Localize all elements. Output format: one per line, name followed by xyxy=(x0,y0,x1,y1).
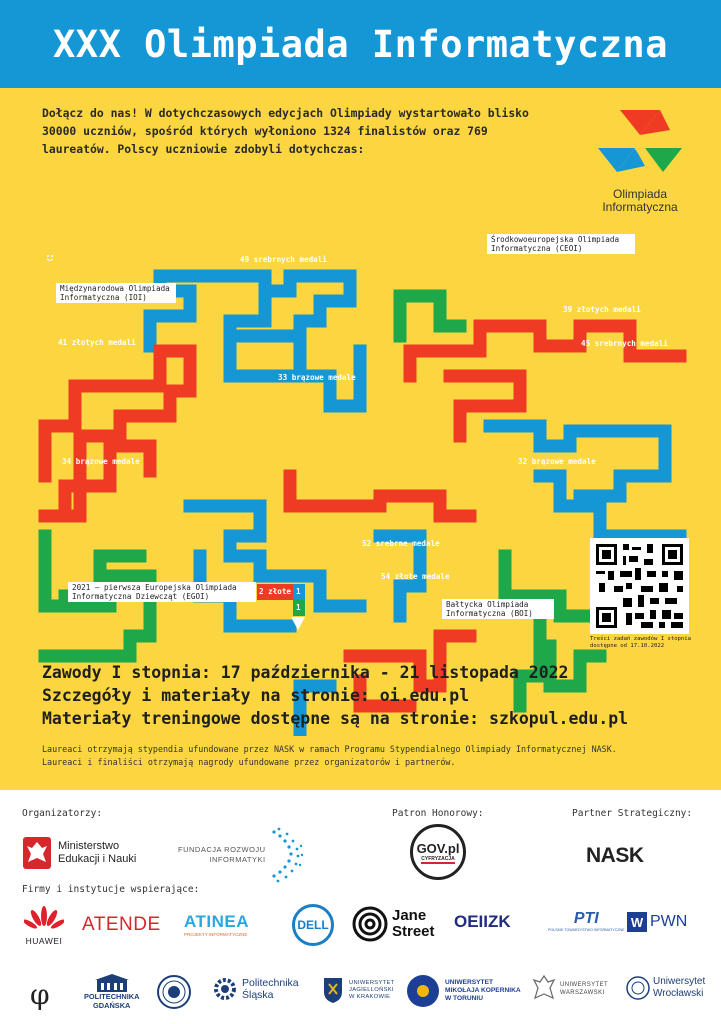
uwr-line1: Uniwersytet xyxy=(653,976,706,987)
fri-line2: INFORMATYKI xyxy=(209,855,266,864)
uwr-logo[interactable] xyxy=(626,976,705,1000)
poster-title: XXX Olimpiada Informatyczna xyxy=(53,22,668,66)
info-dates: Zawody I stopnia: 17 października - 21 listopada 2022 xyxy=(42,663,569,682)
poster-body xyxy=(0,88,721,790)
info-training: Materiały treningowe dostępne są na stronie: szkopul.edu.pl xyxy=(42,709,629,728)
gov-text: GOV.pl xyxy=(416,840,460,856)
atinea-text: ATINEA xyxy=(184,912,250,931)
uj-line3: W KRAKOWIE xyxy=(349,993,391,1000)
huawei-text: HUAWEI xyxy=(25,936,63,946)
uj-crest-icon xyxy=(322,976,344,1004)
boi-gold-medals: 54 złote medale xyxy=(381,572,450,581)
ps-line2: Śląska xyxy=(242,989,274,1001)
men-logo[interactable] xyxy=(22,836,136,870)
uwr-line2: Wrocławski xyxy=(653,988,704,999)
gov-logo[interactable] xyxy=(410,824,466,880)
boi-silver-medals: 52 srebrne medale xyxy=(362,539,440,548)
bronze-medals-left: 34 brązowe medale xyxy=(62,457,140,466)
ps-line1: Politechnika xyxy=(242,977,299,989)
gov-sub: CYFRYZACJA xyxy=(421,855,455,862)
organizers-title: Organizatorzy: xyxy=(22,808,103,819)
ioi-gold-medals: 41 złotych medali xyxy=(58,338,136,347)
umk-line2: MIKOŁAJA KOPERNIKA xyxy=(445,987,521,994)
university-seal-icon xyxy=(156,974,192,1010)
poster-header xyxy=(0,0,721,88)
dell-text: DELL xyxy=(292,904,334,946)
dell-logo[interactable] xyxy=(292,904,334,946)
uw-line2: WARSZAWSKI xyxy=(560,990,605,996)
medal-maze xyxy=(0,176,721,736)
pb-logo[interactable] xyxy=(26,976,58,1012)
uj-line1: UNIWERSYTET xyxy=(349,979,395,986)
uj-logo[interactable] xyxy=(322,976,395,1004)
logo-line2: Informatyczna xyxy=(602,200,678,214)
pwn-icon: W xyxy=(627,912,647,932)
pwn-logo[interactable] xyxy=(627,912,687,932)
footnote-line2: Laureaci i finaliści otrzymają nagrody ufundowane przez organizatorów i partnerów. xyxy=(42,757,456,767)
ceoi-bronze-medals: 32 brązowe medale xyxy=(518,457,596,466)
pwn-text: PWN xyxy=(650,913,688,930)
qr-note: Treści zadań zawodów I stopnia dostępne od 17.10.2022 xyxy=(590,636,692,649)
uw-line1: UNIWERSYTET xyxy=(560,982,609,988)
qr-code[interactable] xyxy=(590,538,689,634)
upwr-seal-logo[interactable] xyxy=(156,974,192,1010)
jane-street-rings-icon xyxy=(352,906,388,942)
umk-line1: UNIWERSYTET xyxy=(445,979,493,986)
patron-title: Patron Honorowy: xyxy=(392,808,484,819)
umk-line3: W TORUNIU xyxy=(445,995,483,1002)
ioi-label: Międzynarodowa Olimpiada Informatyczna (IOI) xyxy=(56,283,176,303)
pg-logo[interactable] xyxy=(84,974,139,1010)
street-text: Street xyxy=(392,923,435,940)
men-line2: Edukacji i Nauki xyxy=(58,853,137,865)
partner-title: Partner Strategiczny: xyxy=(572,808,693,819)
gear-icon xyxy=(212,976,238,1002)
jane-street-logo[interactable] xyxy=(352,906,435,942)
egoi-gold-medals: 2 złote xyxy=(259,587,292,596)
pg-line2: GDAŃSKA xyxy=(93,1001,131,1010)
boi-label: Bałtycka Olimpiada Informatyczna (BOI) xyxy=(442,599,554,619)
atinea-logo[interactable] xyxy=(184,912,249,937)
fri-line1: FUNDACJA ROZWOJU xyxy=(178,845,266,854)
atende-logo[interactable]: ATENDE xyxy=(82,914,161,935)
umk-logo[interactable] xyxy=(406,974,521,1008)
umk-sun-icon xyxy=(406,974,440,1008)
qr-code-icon xyxy=(590,538,689,634)
oeiizk-logo[interactable]: OEIIZK xyxy=(454,912,511,931)
ceoi-label: Środkowoeuropejska Olimpiada Informatyczna (CEOI) xyxy=(487,234,635,254)
huawei-logo[interactable] xyxy=(24,906,64,946)
atinea-sub: PROJEKTY INFORMATYCZNE xyxy=(184,932,248,937)
pti-logo[interactable] xyxy=(548,910,625,932)
svg-text:φ: φ xyxy=(30,978,50,1011)
pti-sub: POLSKIE TOWARZYSTWO INFORMATYCZNE xyxy=(548,928,625,932)
eagle-emblem-icon xyxy=(22,836,52,870)
egoi-label: 2021 – pierwsza Europejska Olimpiada Informatyczna Dziewcząt (EGOI) xyxy=(68,582,256,602)
ioi-bronze-medals: 33 brązowe medale xyxy=(278,373,356,382)
footnote xyxy=(42,743,702,769)
uw-eagle-icon xyxy=(532,974,556,1004)
huawei-petals-icon xyxy=(24,906,64,936)
intro-text: Dołącz do nas! W dotychczasowych edycjach Olimpiady wystartowało blisko 30000 uczniów, spośród których wyłoniono 1324 finalistów oraz 769 laureatów. Polscy uczniowie zdobyli dotychczas: xyxy=(42,106,529,156)
pti-text: PTI xyxy=(573,910,599,927)
fri-dots-icon xyxy=(266,826,306,884)
ceoi-silver-medals: 45 srebrnych medali xyxy=(581,339,668,348)
smile-icon xyxy=(45,253,55,263)
ioi-silver-medals: 49 srebrnych medali xyxy=(240,255,327,264)
uj-line2: JAGIELLOŃSKI xyxy=(349,986,394,993)
jane-text: Jane xyxy=(392,907,427,924)
egoi-silver-medals: 1 xyxy=(296,587,301,596)
sponsors-footer xyxy=(0,790,721,1024)
nask-logo[interactable]: NASK xyxy=(586,844,644,867)
pg-building-icon xyxy=(95,974,129,992)
pb-emblem-icon xyxy=(26,976,58,1012)
supporters-title: Firmy i instytucje wspierające: xyxy=(22,884,200,895)
logo-line1: Olimpiada xyxy=(612,187,668,201)
men-line1: Ministerstwo xyxy=(58,840,120,852)
egoi-bronze-medals: 1 xyxy=(296,603,301,612)
footnote-line1: Laureaci otrzymają stypendia ufundowane przez NASK w ramach Programu Stypendialnego Olimpiady Informatycznej NASK. xyxy=(42,744,617,754)
uw-logo[interactable] xyxy=(532,974,608,1004)
polsl-logo[interactable] xyxy=(212,976,299,1002)
pencil-tip-icon xyxy=(291,617,305,631)
info-block xyxy=(42,661,628,730)
pg-line1: POLITECHNIKA xyxy=(84,992,140,1001)
ceoi-gold-medals: 39 złotych medali xyxy=(563,305,641,314)
info-website: Szczegóły i materiały na stronie: oi.edu.pl xyxy=(42,686,470,705)
uwr-seal-icon xyxy=(626,976,650,1000)
fri-logo[interactable] xyxy=(178,826,306,884)
